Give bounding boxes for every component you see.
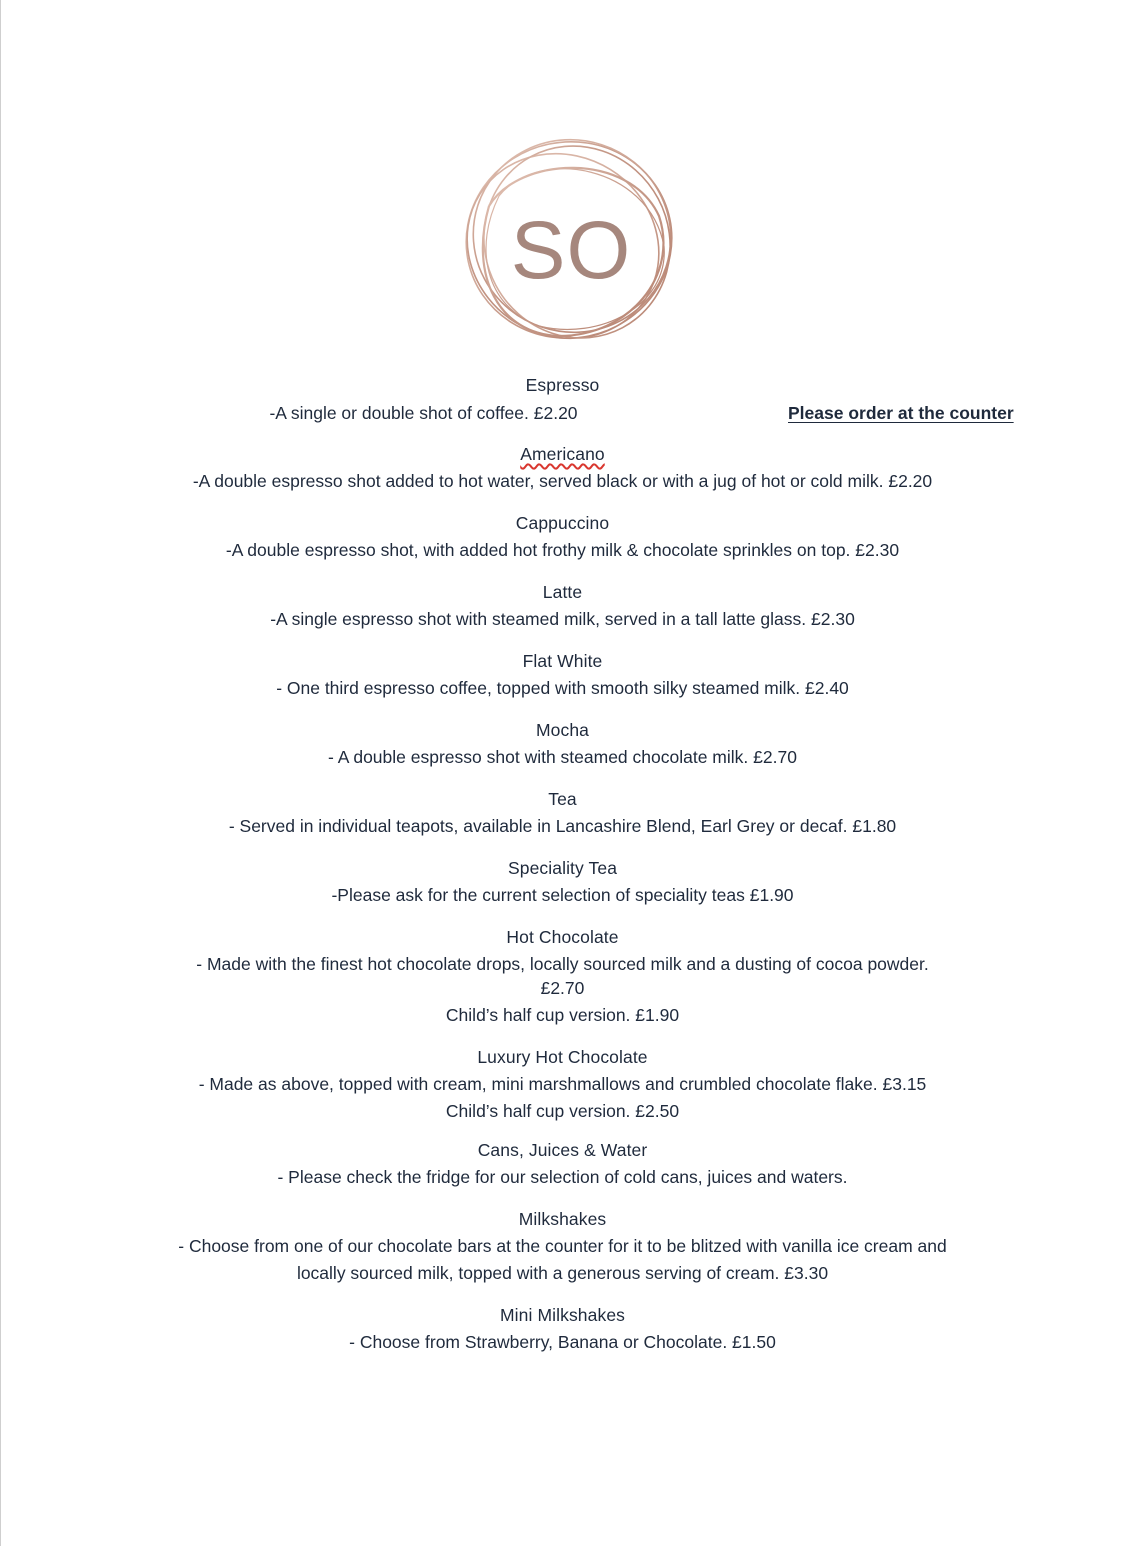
americano-title-text: Americano [520, 444, 605, 464]
americano-title [0, 443, 1125, 465]
order-at-counter-note: Please order at the counter [788, 403, 1014, 423]
hot-chocolate-price: £2.70 [540, 978, 585, 998]
mocha-desc: - A double espresso shot with steamed chocolate milk. £2.70 [328, 747, 797, 767]
luxury-hot-chocolate-child: Child’s half cup version. £2.50 [445, 1101, 680, 1121]
cappuccino-desc: -A double espresso shot, with added hot frothy milk & chocolate sprinkles on top. £2.30 [225, 540, 900, 560]
hot-chocolate-title: Hot Chocolate [506, 927, 619, 947]
flat-white-title: Flat White [522, 651, 603, 671]
luxury-hot-chocolate-desc: - Made as above, topped with cream, mini marshmallows and crumbled chocolate flake. £3.15 [198, 1074, 927, 1094]
cans-title: Cans, Juices & Water [477, 1140, 648, 1160]
cappuccino-title: Cappuccino [515, 513, 610, 533]
so-logo [459, 136, 681, 346]
milkshakes-desc: - Choose from one of our chocolate bars at the counter for it to be blitzed with vanilla ice cream and [178, 1236, 947, 1256]
flat-white-desc: - One third espresso coffee, topped with smooth silky steamed milk. £2.40 [276, 678, 849, 698]
espresso-title: Espresso [525, 375, 600, 395]
milkshakes-desc-cont: locally sourced milk, topped with a generous serving of cream. £3.30 [296, 1263, 829, 1283]
mini-milkshakes-desc: - Choose from Strawberry, Banana or Chocolate. £1.50 [349, 1332, 776, 1352]
espresso-desc: -A single or double shot of coffee. £2.20 [269, 403, 578, 423]
mini-milkshakes-title: Mini Milkshakes [500, 1305, 625, 1325]
tea-title: Tea [548, 789, 577, 809]
cans-desc: - Please check the fridge for our selection of cold cans, juices and waters. [277, 1167, 848, 1187]
luxury-hot-chocolate-title: Luxury Hot Chocolate [477, 1047, 648, 1067]
speciality-tea-title: Speciality Tea [507, 858, 618, 878]
milkshakes-title: Milkshakes [518, 1209, 607, 1229]
so-logo-text: SO [510, 205, 632, 296]
hot-chocolate-child: Child’s half cup version. £1.90 [445, 1005, 680, 1025]
latte-desc: -A single espresso shot with steamed milk, served in a tall latte glass. £2.30 [270, 609, 855, 629]
tea-desc: - Served in individual teapots, available in Lancashire Blend, Earl Grey or decaf. £1.80 [228, 816, 897, 836]
americano-desc: -A double espresso shot added to hot water, served black or with a jug of hot or cold milk. £2.20 [192, 471, 933, 491]
so-logo-graphic [459, 136, 681, 346]
latte-title: Latte [542, 582, 583, 602]
mocha-title: Mocha [535, 720, 590, 740]
hot-chocolate-desc: - Made with the finest hot chocolate drops, locally sourced milk and a dusting of cocoa powder. [196, 954, 929, 974]
speciality-tea-desc: -Please ask for the current selection of speciality teas £1.90 [331, 885, 794, 905]
